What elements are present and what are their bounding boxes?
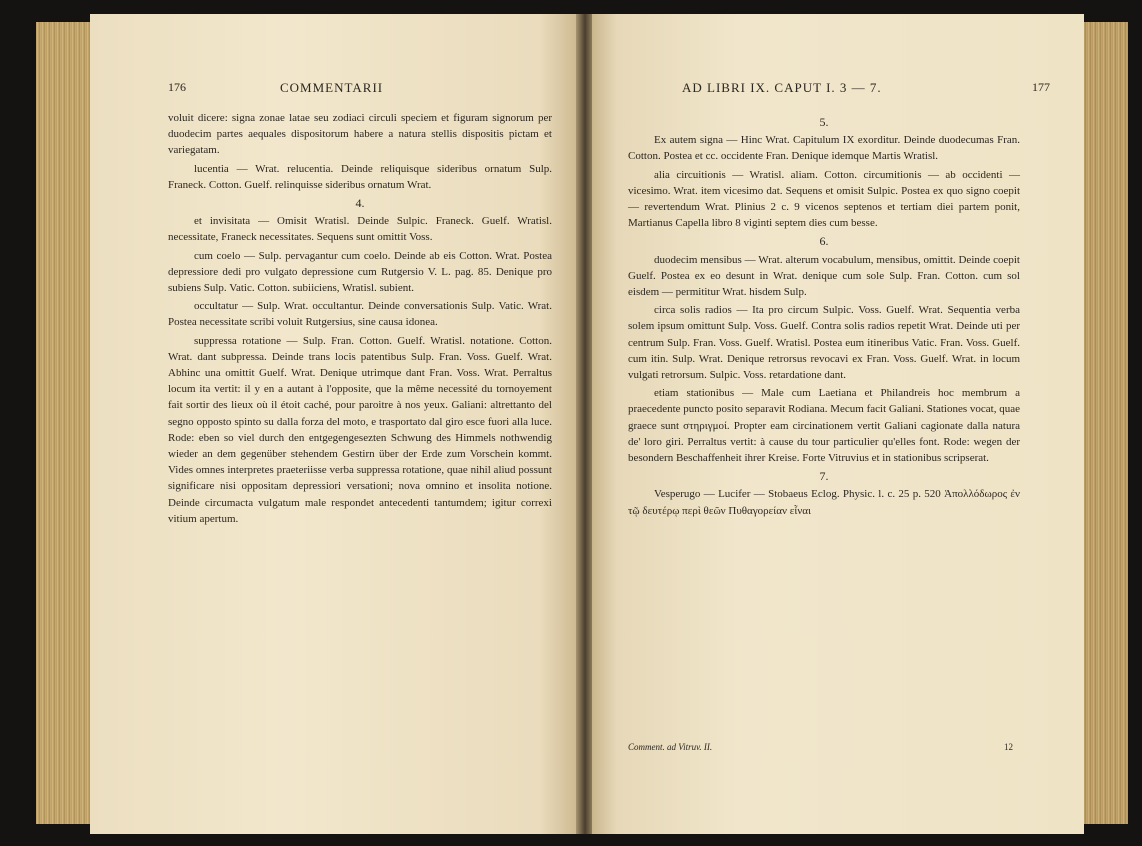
section-number-5: 5.: [819, 115, 829, 129]
right-running-header: AD LIBRI IX. CAPUT I. 3 — 7.: [682, 80, 882, 95]
left-paragraph-5: occultatur — Sulp. Wrat. occultantur. Deinde conversationis Sulp. Vatic. Wrat. Postea necessitate scribi voluit Rutgersius, sine causa idonea.: [168, 300, 552, 329]
right-paragraph-2: alia circuitionis — Wratisl. aliam. Cotton. circumitionis — ab occidenti — vicesimo. Wrat. item vicesimo dat. Sequens et omisit Sulpic. Postea ex quo signo coepit — revertendum Wrat. Plinius 2 c. 9 vicenos septenos et tertiam diei partem ponit, Martianus Capella libro 8 viginti septem dies cum besse.: [628, 168, 1020, 230]
right-paragraph-4: circa solis radios — Ita pro circum Sulpic. Voss. Guelf. Wrat. Sequentia verba solem ipsum omittunt Sulp. Voss. Guelf. Contra solis radios repetit Wrat. Deinde uti per centrum Sulp. Fran. Voss. Guelf. Wratisl. Postea eum itineribus Vatic. Fran. Voss. Guelf. cum itin. Sulp. Wrat. Denique retrorsus revocavi ex Fran. Voss. Guelf. Wrat. in locum vulgati retrorsum. Sulpic. Voss. retardatione dant.: [628, 304, 1020, 382]
left-page-edges: [36, 22, 92, 824]
section-number-4: 4.: [355, 196, 365, 211]
left-paragraph-1: voluit dicere: signa zonae latae seu zodiaci circuli speciem et figuram signorum per duodecim partes aequales dispositorum habere a natura stellis dispositis pictam et variegatam.: [168, 112, 552, 157]
signature-mark: 12: [1004, 742, 1013, 752]
left-body-text: [168, 110, 552, 529]
left-paragraph-4: cum coelo — Sulp. pervagantur cum coelo. Deinde ab eis Cotton. Wrat. Postea depressiore dedi pro vulgato depressione cum Rutgersio V. L. pag. 85. Denique pro subiens Sulp. Vatic. Cotton. subiiciens, Wratisl. subient.: [168, 249, 552, 295]
right-paragraph-3: duodecim mensibus — Wrat. alterum vocabulum, mensibus, omittit. Deinde coepit Guelf. Postea ex eo desunt in Wrat. denique cum sole Sulp. Fran. Cotton. cum sol eisdem — permititur Wrat. hisdem Sulp.: [628, 253, 1020, 299]
right-page-edges: [1082, 22, 1128, 824]
left-paragraph-6: suppressa rotatione — Sulp. Fran. Cotton. Guelf. Wratisl. notatione. Cotton. Wrat. dant subpressa. Deinde trans locis patentibus Sulp. Fran. Voss. Guelf. Wrat. Abhinc una omittit Guelf. Wrat. Denique utrimque dant Fran. Voss. Wrat. Perraltus locum ita vertit: il y en a autant à l'opposite, que la même necessité du tornoyement fait sortir des lieux où il étoit caché, pour paroitre à nos yeux. Galiani: altrettanto del segno opposto spinto su dalla forza del moto, e trasportato dal giro esce fuori alla luce. Rode: eben so viel durch den entgegengesezten Schwung des Himmels nothwendig wieder an dem gegenüber stehendem Gestirn über der Erde zum Vorschein kommt. Vides omnes interpretes praeteriisse verba suppressa rotatione, quae nihil aliud possunt significare nisi oppositam depressiori versationi; nova omnino et insolita notione. Deinde circumacta vulgatum male respondet antecedenti tantumdem; igitur correxi vitium apertum.: [168, 334, 552, 525]
right-paragraph-5: etiam stationibus — Male cum Laetiana et Philandreis hoc membrum a praecedente puncto posito separavit Rodiana. Mecum facit Galiani. Stationes vocat, quae graece sunt στηριγμοί. Propter eam circinationem vertit Galiani cagionate dalla natura de' loro giri. Perraltus vertit: à cause du tour particulier qu'elles font. Rode: wegen der besondern Beschaffenheit ihrer Kreise. Forte Vitruvius et in stationibus scripserat.: [628, 387, 1020, 465]
left-paragraph-2: lucentia — Wrat. relucentia. Deinde reliquisque sideribus ornatum Sulp. Franeck. Cotton. Guelf. relinquisse sideribus ornatum Wrat.: [168, 162, 552, 191]
right-paragraph-1: Ex autem signa — Hinc Wrat. Capitulum IX exorditur. Deinde duodecumas Fran. Cotton. Postea et cc. occidente Fran. Denique idemque Martis Wratisl.: [628, 134, 1020, 163]
left-paragraph-3: et invisitata — Omisit Wratisl. Deinde Sulpic. Franeck. Guelf. Wratisl. necessitate, Franeck necessitates. Sequens sunt omittit Voss.: [168, 215, 552, 244]
left-page: [90, 14, 578, 834]
right-page-number: 177: [1032, 80, 1050, 94]
section-number-7: 7.: [819, 469, 829, 484]
right-page: [592, 14, 1084, 834]
left-running-header: COMMENTARII: [280, 80, 384, 95]
signature-footer: Comment. ad Vitruv. II.: [628, 742, 713, 752]
right-paragraph-6: Vesperugo — Lucifer — Stobaeus Eclog. Physic. l. c. 25 p. 520 Ἀπολλόδωρος ἐν τῷ δευτέρῳ περὶ θεῶν Πυθαγορείαν εἶναι: [628, 488, 1020, 517]
right-body-text: [628, 114, 1020, 521]
section-number-6: 6.: [819, 234, 829, 249]
left-page-number: 176: [168, 80, 186, 94]
